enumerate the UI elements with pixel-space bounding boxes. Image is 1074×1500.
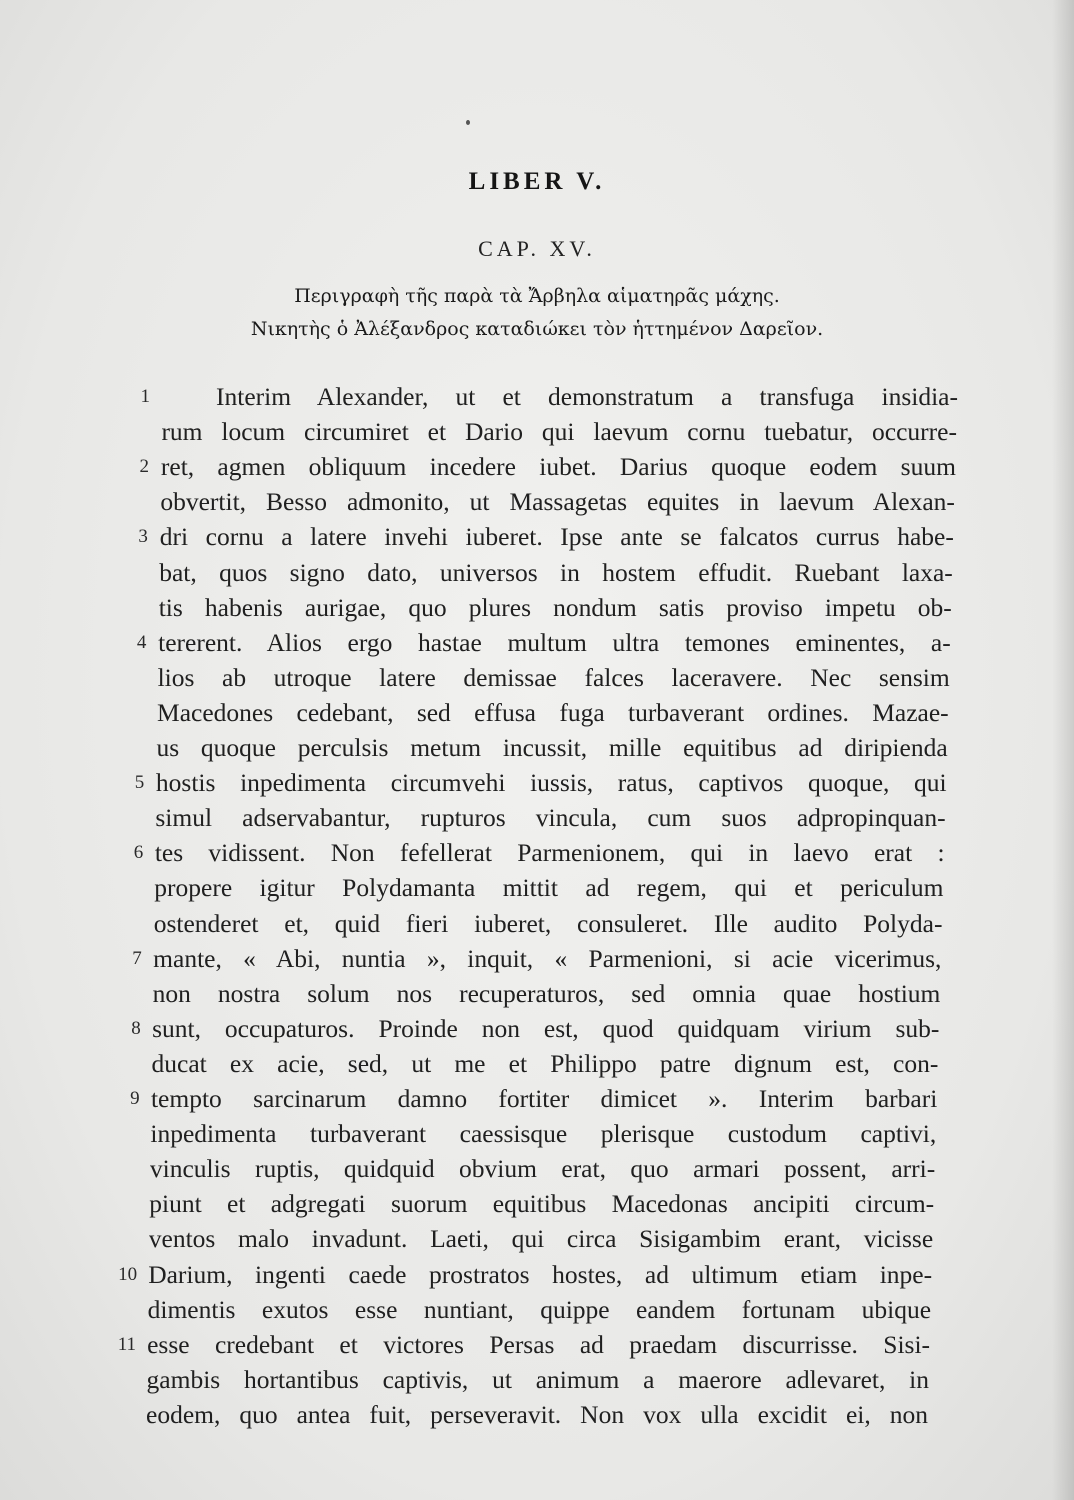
text-line	[0, 380, 1074, 414]
line-text: tis habenis aurigae, quo plures nondum satis proviso impetu ob-	[158, 592, 952, 622]
text-line	[0, 1082, 1074, 1116]
paragraph-number: 7	[132, 947, 142, 969]
text-line	[0, 520, 1074, 554]
line-text: eodem, quo antea fuit, perseveravit. Non vox ulla excidit ei, non	[146, 1400, 928, 1429]
text-line	[0, 801, 1074, 835]
text-line	[0, 450, 1074, 484]
line-text: simul adservabantur, rupturos vincula, cum suos adpropinquan-	[155, 803, 946, 833]
text-line	[0, 1117, 1074, 1151]
line-text: tes vidissent. Non fefellerat Parmenionem, qui in laevo erat :	[154, 838, 945, 868]
line-text: lios ab utroque latere demissae falces laceravere. Nec sensim	[157, 662, 950, 692]
text-line	[0, 871, 1074, 905]
line-text: inpedimenta turbaverant caessisque plerisque custodum captivi,	[150, 1119, 937, 1149]
line-text: obvertit, Besso admonito, ut Massagetas equites in laevum Alexan-	[160, 487, 955, 517]
text-line	[0, 626, 1074, 660]
paragraph-number: 8	[131, 1017, 141, 1039]
line-text: us quoque perculsis metum incussit, mille equitibus ad diripienda	[156, 733, 948, 763]
paragraph-number: 11	[117, 1333, 137, 1355]
line-text: dri cornu a latere invehi iuberet. Ipse ante se falcatos currus habe-	[159, 522, 954, 552]
line-text: Macedones cedebant, sed effusa fuga turbaverant ordines. Mazae-	[157, 697, 949, 727]
paragraph-number: 6	[133, 842, 144, 864]
text-line	[0, 1187, 1074, 1221]
text-line	[0, 1258, 1074, 1292]
text-line	[0, 696, 1074, 730]
line-text: rum locum circumiret et Dario qui laevum cornu tuebatur, occurre-	[161, 417, 957, 447]
line-text: tempto sarcinarum damno fortiter dimicet ». Interim barbari	[150, 1084, 938, 1114]
text-line	[0, 1293, 1074, 1327]
line-text: dimentis exutos esse nuntiant, quippe eandem fortunam ubique	[147, 1294, 932, 1324]
paragraph-number: 3	[138, 526, 148, 548]
line-text: ostenderet et, quid fieri iuberet, consuleret. Ille audito Polyda-	[153, 908, 943, 938]
text-line	[0, 556, 1074, 590]
text-line	[0, 1047, 1074, 1081]
line-text: piunt et adgregati suorum equitibus Macedonas ancipiti circum-	[149, 1189, 935, 1219]
text-line	[0, 977, 1074, 1011]
line-text: ret, agmen obliquum incedere iubet. Darius quoque eodem suum	[160, 452, 956, 482]
line-text: vinculis ruptis, quidquid obvium erat, quo armari possent, arri-	[149, 1154, 936, 1184]
line-text: non nostra solum nos recuperaturos, sed omnia quae hostium	[152, 978, 941, 1008]
line-text: ventos malo invadunt. Laeti, qui circa Sisigambim erant, vicisse	[148, 1224, 934, 1254]
text-line	[0, 1222, 1074, 1256]
line-text: ducat ex acie, sed, ut me et Philippo patre dignum est, con-	[151, 1048, 939, 1078]
text-line	[0, 907, 1074, 941]
line-text: Darium, ingenti caede prostratos hostes, ad ultimum etiam inpe-	[148, 1259, 933, 1289]
text-line	[0, 485, 1074, 519]
paragraph-number: 10	[118, 1263, 138, 1285]
line-text: Interim Alexander, ut et demonstratum a transfuga insidia-	[216, 382, 958, 411]
book-title: LIBER V.	[468, 168, 606, 195]
text-line	[0, 1363, 1074, 1397]
line-text: esse credebant et victores Persas ad praedam discurrisse. Sisi-	[147, 1329, 931, 1359]
line-text: mante, « Abi, nuntia », inquit, « Parmenioni, si acie vicerimus,	[153, 943, 942, 973]
text-line	[0, 731, 1074, 765]
text-line	[0, 415, 1074, 449]
text-line	[0, 1328, 1074, 1362]
line-text: hostis inpedimenta circumvehi iussis, ratus, captivos quoque, qui	[155, 768, 947, 798]
line-text: bat, quos signo dato, universos in hostem effudit. Ruebant laxa-	[159, 557, 953, 587]
paragraph-number: 5	[134, 772, 145, 794]
text-line	[0, 661, 1074, 695]
line-text: sunt, occupaturos. Proinde non est, quod quidquam virium sub-	[152, 1013, 940, 1043]
chapter-summary-line-1: Περιγραφὴ τῆς παρὰ τὰ Ἄρβηλα αἱματηρᾶς μάχης.	[294, 285, 780, 307]
text-line	[0, 1398, 1074, 1432]
paragraph-number: 2	[139, 456, 149, 478]
line-text: propere igitur Polydamanta mittit ad regem, qui et periculum	[154, 873, 944, 903]
paragraph-number: 1	[140, 386, 150, 407]
text-line	[0, 942, 1074, 976]
text-line	[0, 1012, 1074, 1046]
text-line	[0, 766, 1074, 800]
chapter-summary-line-2: Νικητὴς ὁ Ἀλέξανδρος καταδιώκει τὸν ἡττημένον Δαρεῖον.	[250, 318, 824, 340]
text-line	[0, 1152, 1074, 1186]
text-line	[0, 591, 1074, 625]
print-speck	[466, 120, 470, 125]
line-text: tererent. Alios ergo hastae multum ultra temones eminentes, a-	[158, 627, 951, 657]
line-text: gambis hortantibus captivis, ut animum a maerore adlevaret, in	[146, 1364, 930, 1394]
paragraph-number: 4	[136, 631, 147, 653]
text-line	[0, 836, 1074, 870]
chapter-heading: CAP. XV.	[478, 236, 596, 261]
paragraph-number: 9	[130, 1088, 140, 1110]
